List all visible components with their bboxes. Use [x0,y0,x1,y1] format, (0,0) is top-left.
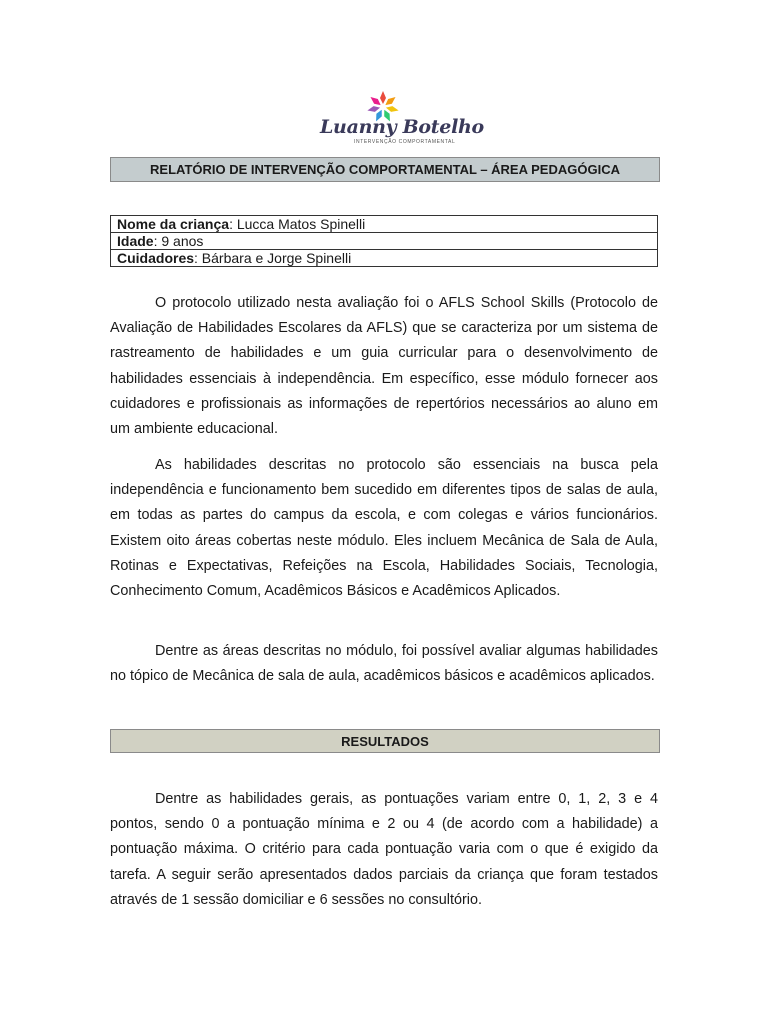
info-row-caregivers [111,250,658,267]
info-row-age [111,233,658,250]
info-label: Nome da criança [117,216,230,232]
results-heading: RESULTADOS [110,729,660,753]
info-value: : Lucca Matos Spinelli [229,216,366,232]
logo-subtitle: INTERVENÇÃO COMPORTAMENTAL [354,139,456,145]
logo-petal [380,91,386,104]
logo-name: Luanny Botelho [320,116,484,138]
paragraph-results: Dentre as habilidades gerais, as pontuações variam entre 0, 1, 2, 3 e 4 pontos, sendo 0 a pontuação mínima e 2 ou 4 (de acordo com a habilidade) a pontuação máxima. O critério para cada pontuação varia com o que é exigido da tarefa. A seguir serão apresentados dados parciais da criança que foram testados através de 1 sessão domiciliar e 6 sessões no consultório. [110,791,658,908]
info-row-name [111,216,658,233]
report-title: RELATÓRIO DE INTERVENÇÃO COMPORTAMENTAL – ÁREA PEDAGÓGICA [110,157,660,182]
child-info-table [110,215,658,267]
info-label: Idade [117,233,154,249]
paragraph-skills: As habilidades descritas no protocolo são essenciais na busca pela independência e funcionamento bem sucedido em diferentes tipos de salas de aula, em todas as partes do campus da escola, e com colegas e vários funcionários. Existem oito áreas cobertas neste módulo. Eles incluem Mecânica de Sala de Aula, Rotinas e Expectativas, Refeições na Escola, Habilidades Sociais, Tecnologia, Conhecimento Comum, Acadêmicos Básicos e Acadêmicos Aplicados. [110,457,658,600]
paragraph-protocol: O protocolo utilizado nesta avaliação foi o AFLS School Skills (Protocolo de Avaliação de Habilidades Escolares da AFLS) que se caracteriza por um sistema de rastreamento de habilidades e um guia curricular para o desenvolvimento de habilidades essenciais à independência. Em específico, esse módulo fornecer aos cuidadores e profissionais as informações de repertórios necessários ao aluno em um ambiente educacional. [110,295,658,438]
info-label: Cuidadores [117,250,195,266]
info-value: : Bárbara e Jorge Spinelli [194,250,352,266]
info-value: : 9 anos [153,233,204,249]
logo [318,90,484,150]
paragraph-areas: Dentre as áreas descritas no módulo, foi possível avaliar algumas habilidades no tópico de Mecânica de sala de aula, acadêmicos básicos e acadêmicos aplicados. [110,643,658,685]
